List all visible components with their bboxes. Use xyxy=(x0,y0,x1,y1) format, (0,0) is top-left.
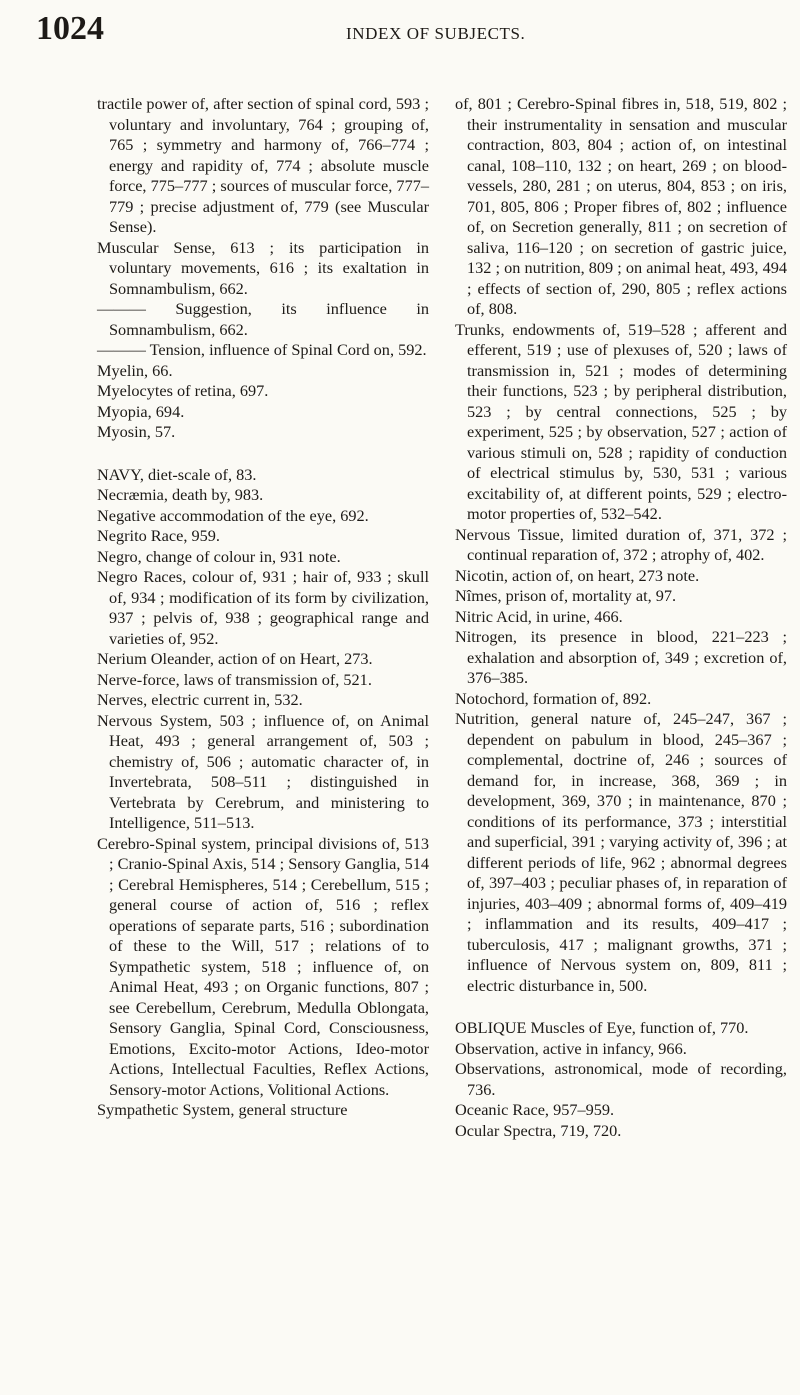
index-entry-section-start: NAVY, diet-scale of, 83. xyxy=(97,464,257,484)
index-entry: ——— Suggestion, its influence in Somnambulism, 662. xyxy=(97,299,429,339)
index-entry: Myosin, 57. xyxy=(97,422,176,441)
index-entry: Myopia, 694. xyxy=(97,401,185,421)
index-column-left xyxy=(97,94,429,1121)
index-entry: Nervous Tissue, limited duration of, 371, 372 ; continual reparation of, 372 ; atrophy of, 402. xyxy=(455,524,787,564)
index-entry: Nîmes, prison of, mortality at, 97. xyxy=(455,586,677,605)
index-entry: Nicotin, action of, on heart, 273 note. xyxy=(455,565,700,585)
index-entry: Nerves, electric current in, 532. xyxy=(97,690,303,709)
index-entry: Nitrogen, its presence in blood, 221–223 ; exhalation and absorption of, 349 ; excretion of, 376–385. xyxy=(455,627,787,687)
index-entry: Oceanic Race, 957–959. xyxy=(455,1100,615,1119)
index-entry: Cerebro-Spinal system, principal divisions of, 513 ; Cranio-Spinal Axis, 514 ; Sensory Ganglia, 514 ; Cerebral Hemispheres, 514 ; Cerebellum, 515 ; general course of action of, 516 ; reflex operations of separate parts, 516 ; subordination of these to the Will, 517 ; relations of to Sympathetic system, 518 ; influence of, on Animal Heat, 493 ; on Organic functions, 807 ; see Cerebellum, Cerebrum, Medulla Oblongata, Sensory Ganglia, Spinal Cord, Consciousness, Emotions, Excito-motor Actions, Ideo-motor Actions, Intellectual Faculties, Reflex Actions, Sensory-motor Actions, Volitional Actions. xyxy=(97,833,429,1099)
index-entry: Myelin, 66. xyxy=(97,360,173,380)
index-entry: Nervous System, 503 ; influence of, on Animal Heat, 493 ; general arrangement of, 503 ; chemistry of, 506 ; automatic character of, in Invertebrata, 508–511 ; distinguished in Vertebrata by Cerebrum, and ministering to Intelligence, 511–513. xyxy=(97,710,429,832)
index-entry: Negro, change of colour in, 931 note. xyxy=(97,546,341,566)
index-entry: Muscular Sense, 613 ; its participation in voluntary movements, 616 ; its exaltation in Somnambulism, 662. xyxy=(97,237,429,298)
page-number: 1024 xyxy=(36,10,104,47)
index-entry: Negrito Race, 959. xyxy=(97,526,220,545)
index-entry: Observation, active in infancy, 966. xyxy=(455,1038,687,1058)
index-entry: Nerium Oleander, action of on Heart, 273. xyxy=(97,649,373,668)
index-entry: Necræmia, death by, 983. xyxy=(97,485,264,504)
index-entry: Myelocytes of retina, 697. xyxy=(97,381,269,400)
index-entry: of, 801 ; Cerebro-Spinal fibres in, 518, 519, 802 ; their instrumentality in sensation and muscular contraction, 803, 804 ; action of, on intestinal canal, 108–110, 132 ; on heart, 269 ; on blood-vessels, 280, 281 ; on uterus, 804, 853 ; on iris, 701, 805, 806 ; Proper fibres of, 802 ; influence of, on Secretion generally, 811 ; on secretion of saliva, 116–120 ; on secretion of gastric juice, 132 ; on nutrition, 809 ; on animal heat, 493, 494 ; effects of section of, 290, 805 ; reflex actions of, 808. xyxy=(455,94,787,318)
index-entry: ——— Tension, influence of Spinal Cord on, 592. xyxy=(97,340,427,359)
index-entry: Sympathetic System, general structure xyxy=(97,1100,348,1119)
index-entry-section-start: OBLIQUE Muscles of Eye, function of, 770. xyxy=(455,1018,749,1037)
index-entry: Notochord, formation of, 892. xyxy=(455,688,652,708)
index-entry: Negro Races, colour of, 931 ; hair of, 933 ; skull of, 934 ; modification of its form by civilization, 937 ; pelvis of, 938 ; geographical range and varieties of, 952. xyxy=(97,567,429,648)
index-entry: Nitric Acid, in urine, 466. xyxy=(455,606,623,626)
index-entry: Ocular Spectra, 719, 720. xyxy=(455,1120,622,1140)
index-entry: tractile power of, after section of spinal cord, 593 ; voluntary and involuntary, 764 ; grouping of, 765 ; symmetry and harmony of, 766–774 ; energy and rapidity of, 774 ; absolute muscle force, 775–777 ; sources of muscular force, 777–779 ; precise adjustment of, 779 (see Muscular Sense). xyxy=(97,94,429,236)
index-entry: Trunks, endowments of, 519–528 ; afferent and efferent, 519 ; use of plexuses of, 520 ; laws of transmission in, 521 ; modes of determining their functions, 523 ; by peripheral distribution, 523 ; by central connections, 525 ; by experiment, 525 ; by observation, 527 ; action of various stimuli on, 528 ; rapidity of conduction of electrical stimulus by, 530, 531 ; various excitability of, at different points, 529 ; electro-motor properties of, 532–542. xyxy=(455,319,787,523)
index-column-right xyxy=(455,94,787,1141)
index-entry: Nutrition, general nature of, 245–247, 367 ; dependent on pabulum in blood, 245–367 ; complemental, doctrine of, 246 ; sources of demand for, in increase, 368, 369 ; in development, 369, 370 ; in maintenance, 870 ; conditions of its performance, 373 ; interstitial and superficial, 391 ; varying activity of, 396 ; at different periods of life, 962 ; abnormal degrees of, 397–403 ; peculiar phases of, in reparation of injuries, 403–409 ; abnormal forms of, 409–419 ; inflammation and its results, 409–417 ; tuberculosis, 417 ; malignant growths, 371 ; influence of Nervous system on, 809, 811 ; electric disturbance in, 500. xyxy=(455,709,787,995)
running-title: INDEX OF SUBJECTS. xyxy=(346,24,526,43)
index-entry: Observations, astronomical, mode of recording, 736. xyxy=(455,1059,787,1099)
index-entry: Negative accommodation of the eye, 692. xyxy=(97,505,369,525)
index-entry: Nerve-force, laws of transmission of, 521. xyxy=(97,669,372,689)
